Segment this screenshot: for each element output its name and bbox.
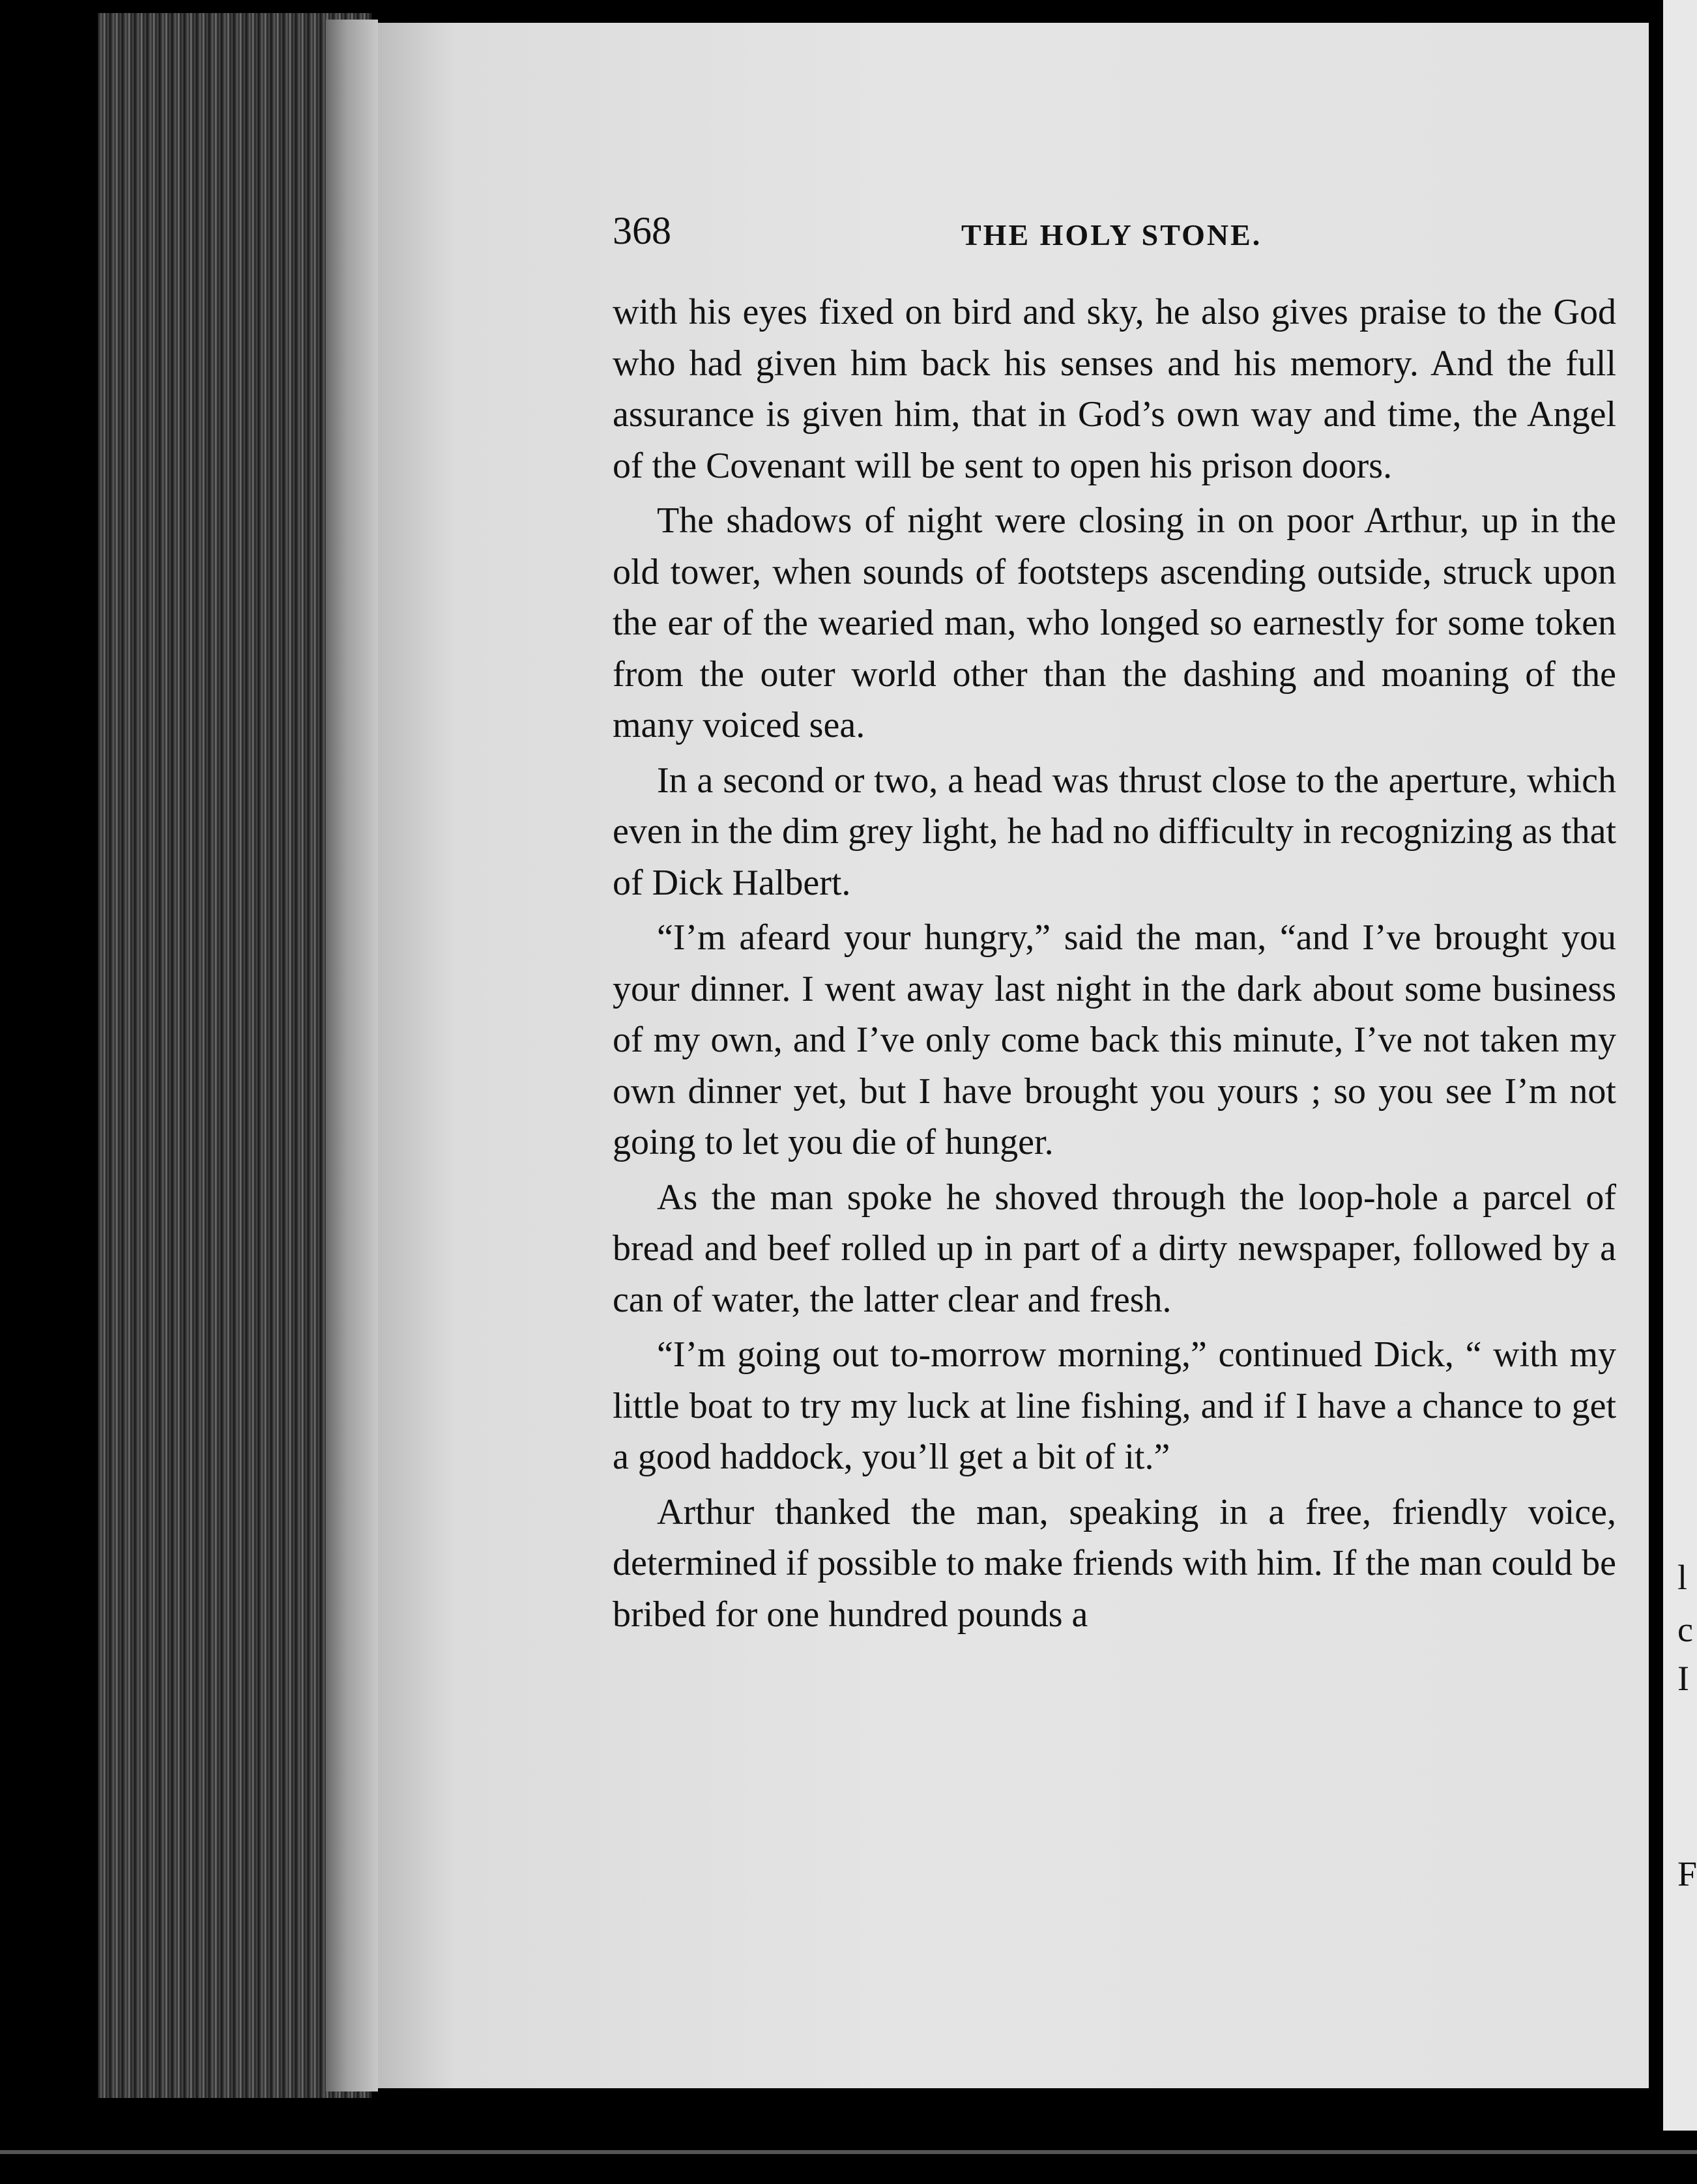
page-number: 368 bbox=[613, 209, 671, 252]
body-text bbox=[613, 287, 1616, 1640]
running-title: THE HOLY STONE. bbox=[961, 218, 1262, 251]
paragraph: “I’m going out to-morrow morning,” continued Dick, “ with my little boat to try my luck at line fishing, and if I have a chance to get a good haddock, you’ll get a bit of it.” bbox=[613, 1334, 1616, 1477]
paragraph: “I’m afeard your hungry,” said the man, “and I’ve brought you your dinner. I went away last night in the dark about some business of my own, and I’ve only come back this minute, I’ve not taken my own dinner yet, but I have brought you yours ; so you see I’m not going to let you die of hunger. bbox=[613, 917, 1616, 1162]
paragraph: Arthur thanked the man, speaking in a free, friendly voice, determined if possible to make friends with him. If the man could be bribed for one hundred pounds a bbox=[613, 1491, 1616, 1635]
facing-page-fragment: l bbox=[1677, 1558, 1688, 1597]
facing-page-fragment: c bbox=[1677, 1610, 1693, 1649]
running-head bbox=[613, 208, 1616, 261]
facing-page-fragment: F bbox=[1677, 1854, 1697, 1893]
paragraph: In a second or two, a head was thrust close to the aperture, which even in the dim grey light, he had no difficulty in recognizing as that of Dick Halbert. bbox=[613, 760, 1616, 903]
facing-page-sliver bbox=[1649, 0, 1697, 2131]
scan-bottom-border bbox=[0, 2131, 1697, 2184]
book-page-edge-highlight bbox=[326, 20, 378, 2091]
scan-bottom-rule bbox=[0, 2150, 1697, 2154]
paragraph: As the man spoke he shoved through the loop-hole a parcel of bread and beef rolled up in part of a dirty newspaper, followed by a can of water, the latter clear and fresh. bbox=[613, 1177, 1616, 1320]
facing-page-gutter bbox=[1649, 0, 1663, 2131]
facing-page-fragment: I bbox=[1677, 1659, 1689, 1698]
paragraph: The shadows of night were closing in on poor Arthur, up in the old tower, when sounds of footsteps ascending outside, struck upon the ear of the wearied man, who longed so earnestly for some token from the outer world other than the dashing and moaning of the many voiced sea. bbox=[613, 500, 1616, 745]
paragraph: with his eyes fixed on bird and sky, he also gives praise to the God who had given him back his senses and his memory. And the full assurance is given him, that in God’s own way and time, the Angel of the Covenant will be sent to open his prison doors. bbox=[613, 292, 1616, 486]
